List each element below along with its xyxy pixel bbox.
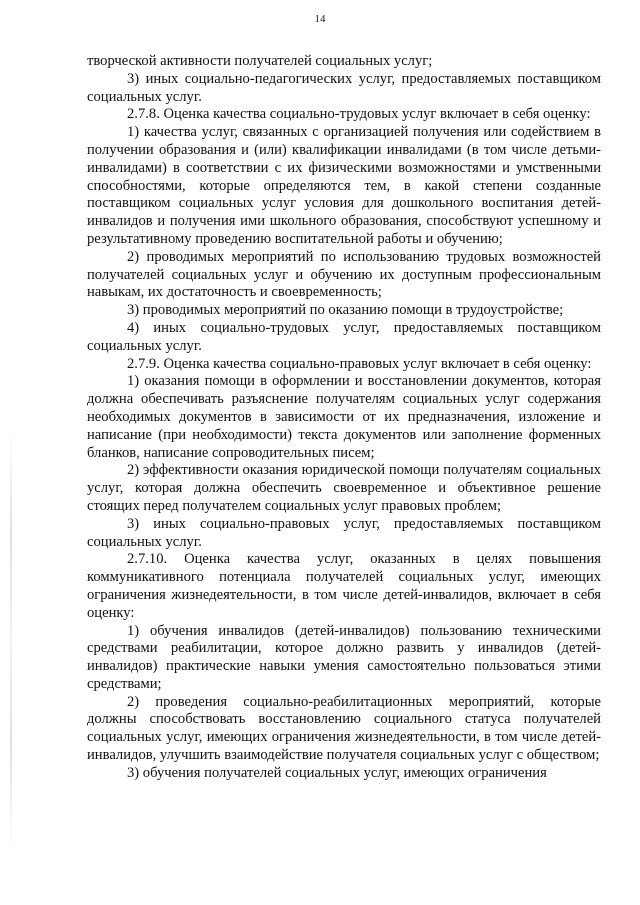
paragraph: 2.7.8. Оценка качества социально-трудовых услуг включает в себя оценку:: [127, 106, 591, 123]
paragraph: 1) качества услуг, связанных с организацией получения или содействием в получении образования и (или) квалификации инвалидами (в том числе детьми-инвалидами) в соответствии с их физическими возможностями и умственными способностями, которые определяются тем, в какой степени созданные поставщиком социальных услуг условия для дошкольного воспитания детей-инвалидов и получения ими школьного образования, способствуют успешному и результативному проведению воспитательной работы и обучению;: [87, 124, 601, 247]
document-body: [87, 53, 601, 783]
paragraph: 4) иных социально-трудовых услуг, предоставляемых поставщиком социальных услуг.: [87, 319, 601, 354]
paragraph: 2.7.10. Оценка качества услуг, оказанных в целях повышения коммуникативного потенциала получателей социальных услуг, имеющих ограничения жизнедеятельности, в том числе детей-инвалидов, включает в себя оценку:: [87, 551, 601, 621]
paragraph: 1) обучения инвалидов (детей-инвалидов) пользованию техническими средствами реабилитации, которое должно развить у инвалидов (детей-инвалидов) практические навыки умения самостоятельно пользоваться этими средствами;: [87, 622, 601, 692]
paragraph: 2) эффективности оказания юридической помощи получателям социальных услуг, которая должна обеспечить своевременное и объективное решение стоящих перед получателем социальных услуг правовых проблем;: [87, 462, 601, 514]
paragraph: 3) обучения получателей социальных услуг, имеющих ограничения: [127, 764, 547, 781]
paragraph: 3) проводимых мероприятий по оказанию помощи в трудоустройстве;: [127, 302, 564, 319]
scan-edge-artifact: [10, 430, 12, 850]
paragraph: 2) проведения социально-реабилитационных мероприятий, которые должны способствовать восстановлению социального статуса получателей социальных услуг, имеющих ограничения жизнедеятельности, в том числе детей-инвалидов, улучшить взаимодействие получателя социальных услуг с обществом;: [87, 693, 601, 764]
page-number: 14: [314, 13, 326, 25]
paragraph: творческой активности получателей социальных услуг;: [87, 53, 433, 69]
paragraph: 2) проводимых мероприятий по использованию трудовых возможностей получателей социальных услуг и обучению их доступным профессиональным навыкам, их достаточность и своевременность;: [87, 248, 601, 301]
paragraph: 3) иных социально-правовых услуг, предоставляемых поставщиком социальных услуг.: [87, 515, 601, 550]
paragraph: 2.7.9. Оценка качества социально-правовых услуг включает в себя оценку:: [127, 355, 592, 372]
paragraph: 1) оказания помощи в оформлении и восстановлении документов, которая должна обеспечивать разъяснение получателям социальных услуг содержания необходимых документов в зависимости от их предназначения, изложение и написание (при необходимости) текста документов или заполнение форменных бланков, написание сопроводительных писем;: [87, 373, 601, 461]
paragraph: 3) иных социально-педагогических услуг, предоставляемых поставщиком социальных услуг.: [87, 70, 601, 105]
